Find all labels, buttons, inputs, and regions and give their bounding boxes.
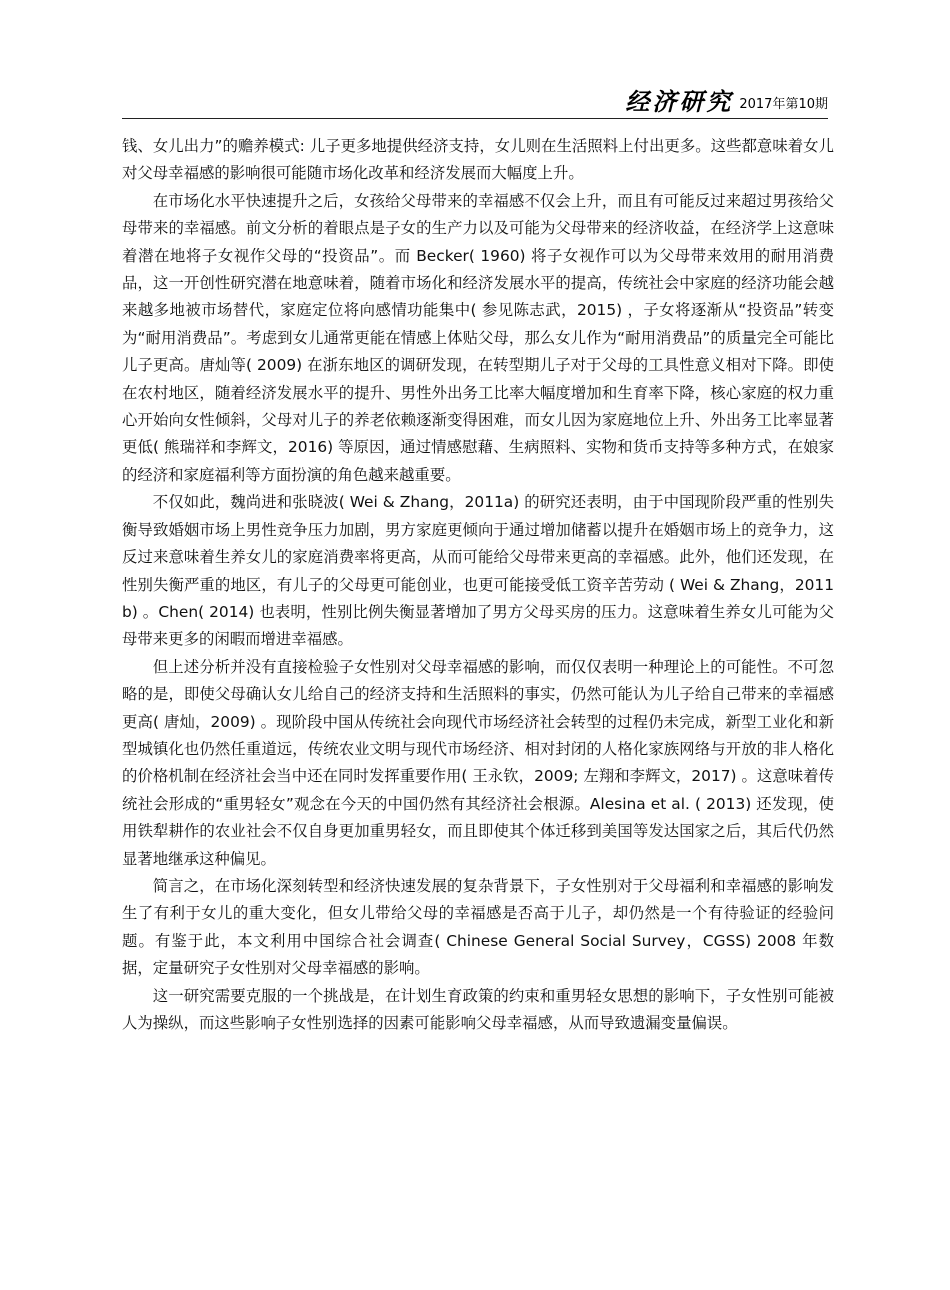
journal-title: 经济研究 xyxy=(625,87,734,116)
paragraph: 这一研究需要克服的一个挑战是，在计划生育政策的约束和重男轻女思想的影响下，子女性别可能被人为操纵，而这些影响子女性别选择的因素可能影响父母幸福感，从而导致遗漏变量偏误。 xyxy=(122,986,834,1032)
paragraph: 钱、女儿出力”的赡养模式: 儿子更多地提供经济支持，女儿则在生活照料上付出更多。这些都意味着女儿对父母幸福感的影响很可能随市场化改革和经济发展而大幅度上升。 xyxy=(122,137,834,183)
paragraph: 但上述分析并没有直接检验子女性别对父母幸福感的影响，而仅仅表明一种理论上的可能性。不可忽略的是，即使父母确认女儿给自己的经济支持和生活照料的事实，仍然可能认为儿子给自己带来的幸福感更高( 唐灿，2009) 。现阶段中国从传统社会向现代市场经济社会转型的过程仍未完成，新型工业化和新型城镇化也仍然任重道远，传统农业文明与现代市场经济、相对封闭的人格化家族网络与开放的非人格化的价格机制在经济社会当中还在同时发挥重要作用( 王永钦，2009; 左翔和李辉文，2017) 。这意味着传统社会形成的“重男轻女”观念在今天的中国仍然有其经济社会根源。Alesina et al. ( 2013) 还发现，使用铁犁耕作的农业社会不仅自身更加重男轻女，而且即使其个体迁移到美国等发达国家之后，其后代仍然显著地继承这种偏见。 xyxy=(122,657,834,868)
paragraph: 简言之，在市场化深刻转型和经济快速发展的复杂背景下，子女性别对于父母福利和幸福感的影响发生了有利于女儿的重大变化，但女儿带给父母的幸福感是否高于儿子，却仍然是一个有待验证的经验问题。有鉴于此，本文利用中国综合社会调查( Chinese General Social Survey，CGSS) 2008 年数据，定量研究子女性别对父母幸福感的影响。 xyxy=(122,876,834,978)
running-header xyxy=(122,86,828,119)
paragraph: 在市场化水平快速提升之后，女孩给父母带来的幸福感不仅会上升，而且有可能反过来超过男孩给父母带来的幸福感。前文分析的着眼点是子女的生产力以及可能为父母带来的经济收益，在经济学上这意味着潜在地将子女视作父母的“投资品”。而 Becker( 1960) 将子女视作可以为父母带来效用的耐用消费品，这一开创性研究潜在地意味着，随着市场化和经济发展水平的提高，传统社会中家庭的经济功能会越来越多地被市场替代，家庭定位将向感情功能集中( 参见陈志武，2015) ，子女将逐渐从“投资品”转变为“耐用消费品”。考虑到女儿通常更能在情感上体贴父母，那么女儿作为“耐用消费品”的质量完全可能比儿子更高。唐灿等( 2009) 在浙东地区的调研发现，在转型期儿子对于父母的工具性意义相对下降。即使在农村地区，随着经济发展水平的提升、男性外出务工比率大幅度增加和生育率下降，核心家庭的权力重心开始向女性倾斜，父母对儿子的养老依赖逐渐变得困难，而女儿因为家庭地位上升、外出务工比率显著更低( 熊瑞祥和李辉文，2016) 等原因，通过情感慰藉、生病照料、实物和货币支持等多种方式，在娘家的经济和家庭福利等方面扮演的角色越来越重要。 xyxy=(122,191,834,484)
article-body xyxy=(122,133,834,1037)
paragraph: 不仅如此，魏尚进和张晓波( Wei & Zhang，2011a) 的研究还表明，由于中国现阶段严重的性别失衡导致婚姻市场上男性竞争压力加剧，男方家庭更倾向于通过增加储蓄以提升在婚姻市场上的竞争力，这反过来意味着生养女儿的家庭消费率将更高，从而可能给父母带来更高的幸福感。此外，他们还发现，在性别失衡严重的地区，有儿子的父母更可能创业，也更可能接受低工资辛苦劳动 ( Wei & Zhang，2011b) 。Chen( 2014) 也表明，性别比例失衡显著增加了男方父母买房的压力。这意味着生养女儿可能为父母带来更多的闲暇而增进幸福感。 xyxy=(122,493,834,649)
issue-label: 2017年第10期 xyxy=(739,97,828,112)
